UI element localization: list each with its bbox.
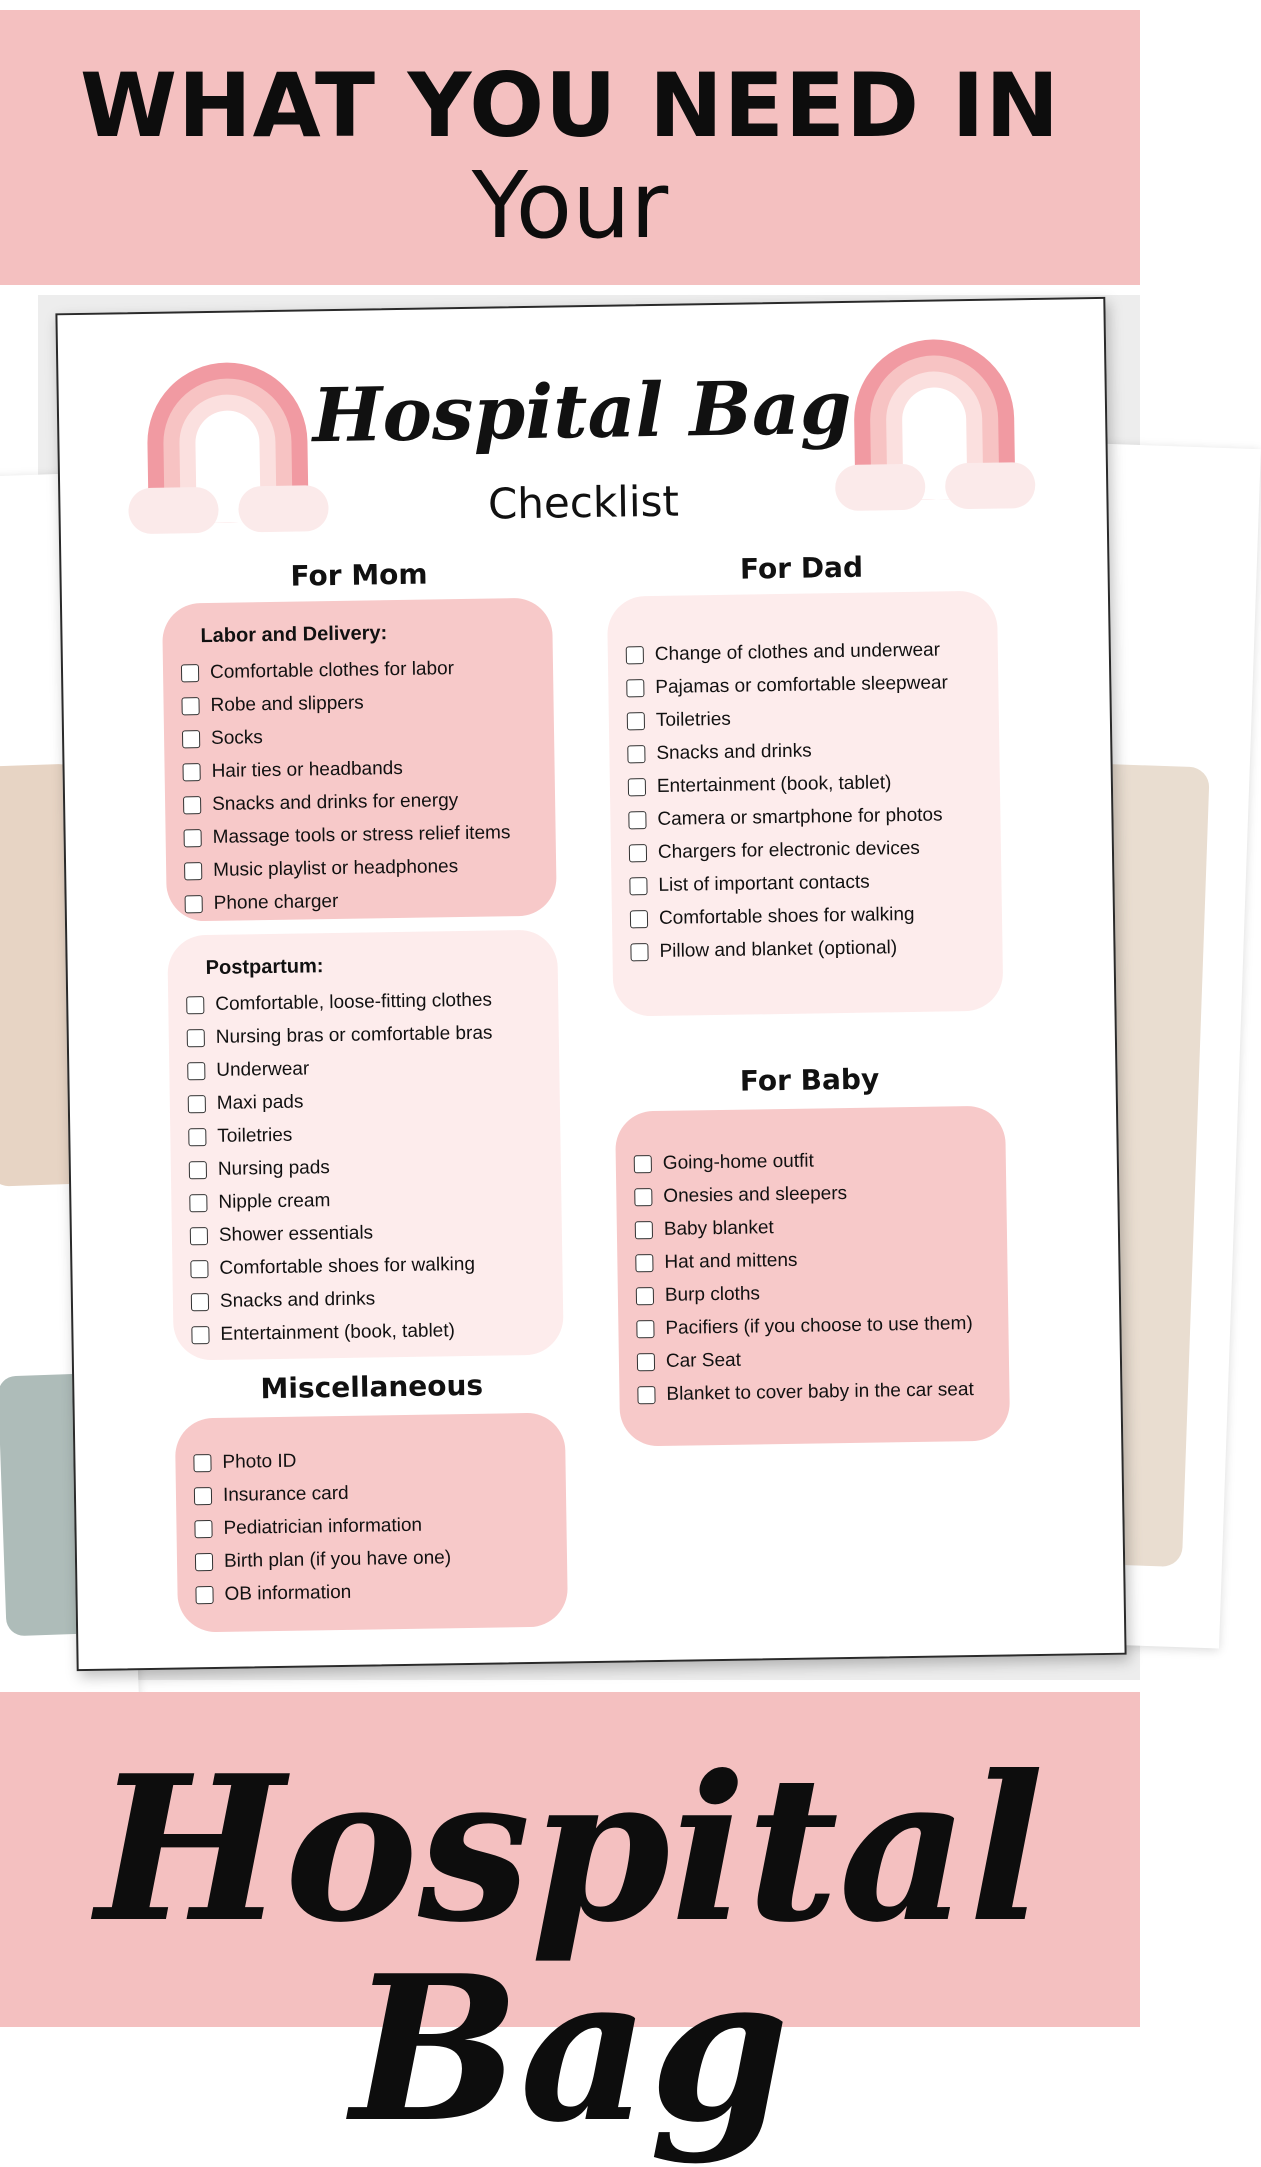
checkbox[interactable] <box>194 1487 212 1505</box>
dad-heading: For Dad <box>739 550 864 586</box>
checkbox[interactable] <box>195 1553 213 1571</box>
misc-heading: Miscellaneous <box>260 1368 484 1406</box>
item-label: Nipple cream <box>218 1189 331 1213</box>
item-label: Burp cloths <box>664 1282 761 1306</box>
item-label: Pajamas or comfortable sleepwear <box>655 671 949 698</box>
checkbox[interactable] <box>187 1062 205 1080</box>
item-label: Car Seat <box>665 1349 742 1372</box>
list-item <box>191 1312 563 1351</box>
checkbox[interactable] <box>195 1586 213 1604</box>
checkbox[interactable] <box>182 730 200 748</box>
checkbox[interactable] <box>636 1287 654 1305</box>
sheet-subtitle: Checklist <box>487 476 680 529</box>
item-label: Comfortable clothes for labor <box>209 657 455 683</box>
dad-card <box>607 591 1004 1017</box>
checkbox[interactable] <box>191 1326 209 1344</box>
item-label: Nursing pads <box>217 1156 330 1180</box>
checkbox[interactable] <box>637 1386 655 1404</box>
checkbox[interactable] <box>188 1128 206 1146</box>
postpartum-card <box>167 930 564 1361</box>
checkbox[interactable] <box>186 996 204 1014</box>
item-label: Comfortable, loose-fitting clothes <box>215 989 493 1015</box>
item-label: Robe and slippers <box>210 692 364 716</box>
postpartum-heading: Postpartum: <box>205 955 324 980</box>
baby-card <box>615 1106 1010 1447</box>
item-label: Entertainment (book, tablet) <box>656 771 892 797</box>
misc-list <box>193 1434 568 1611</box>
checkbox[interactable] <box>628 811 646 829</box>
checkbox[interactable] <box>635 1254 653 1272</box>
checkbox[interactable] <box>181 664 199 682</box>
item-label: Underwear <box>216 1057 310 1081</box>
item-label: Comfortable shoes for walking <box>658 903 915 929</box>
item-label: Hair ties or headbands <box>211 757 403 782</box>
item-label: Pediatrician information <box>223 1514 423 1539</box>
checkbox[interactable] <box>630 910 648 928</box>
checkbox[interactable] <box>629 844 647 862</box>
item-label: List of important contacts <box>658 871 870 896</box>
item-label: Nursing bras or comfortable bras <box>215 1022 493 1048</box>
item-label: Maxi pads <box>216 1091 304 1114</box>
bottom-banner <box>0 1692 1140 2167</box>
checkbox[interactable] <box>628 778 646 796</box>
labor-list <box>181 651 557 921</box>
top-banner <box>0 10 1140 285</box>
item-label: Pacifiers (if you choose to use them) <box>665 1312 973 1339</box>
checkbox[interactable] <box>187 1029 205 1047</box>
checkbox[interactable] <box>185 895 203 913</box>
misc-card <box>175 1412 568 1632</box>
item-label: Toiletries <box>655 708 732 731</box>
checkbox[interactable] <box>184 862 202 880</box>
dad-list <box>625 613 1002 969</box>
checkbox[interactable] <box>181 697 199 715</box>
checkbox[interactable] <box>635 1221 653 1239</box>
banner-headline: WHAT YOU NEED IN <box>79 54 1061 157</box>
item-label: Blanket to cover baby in the car seat <box>666 1378 974 1405</box>
item-label: Snacks and drinks <box>656 740 812 764</box>
item-label: Shower essentials <box>218 1221 374 1246</box>
item-label: Photo ID <box>222 1450 297 1473</box>
checkbox[interactable] <box>189 1161 207 1179</box>
checkbox[interactable] <box>634 1188 652 1206</box>
sheet-title: Hospital Bag <box>311 364 853 460</box>
checkbox[interactable] <box>193 1454 211 1472</box>
checkbox[interactable] <box>630 943 648 961</box>
item-label: Birth plan (if you have one) <box>223 1546 452 1572</box>
item-label: Toiletries <box>217 1124 293 1147</box>
checkbox[interactable] <box>627 745 645 763</box>
list-item <box>195 1572 567 1611</box>
list-item <box>637 1372 1009 1411</box>
item-label: Chargers for electronic devices <box>657 837 920 863</box>
item-label: Insurance card <box>222 1482 349 1506</box>
item-label: Baby blanket <box>663 1216 774 1240</box>
labor-heading: Labor and Delivery: <box>200 622 388 648</box>
item-label: Camera or smartphone for photos <box>657 803 943 830</box>
banner-subheadline: Your <box>471 152 669 259</box>
checklist-sheet <box>55 297 1126 1671</box>
postpartum-list <box>186 983 564 1352</box>
mom-heading: For Mom <box>290 557 428 593</box>
baby-heading: For Baby <box>739 1062 880 1098</box>
checkbox[interactable] <box>626 679 644 697</box>
checkbox[interactable] <box>188 1095 206 1113</box>
item-label: Massage tools or stress relief items <box>212 821 511 848</box>
checkbox[interactable] <box>184 829 202 847</box>
checkbox[interactable] <box>191 1293 209 1311</box>
checkbox[interactable] <box>183 796 201 814</box>
list-item <box>630 930 1002 969</box>
checkbox[interactable] <box>627 712 645 730</box>
checkbox[interactable] <box>190 1260 208 1278</box>
item-label: Entertainment (book, tablet) <box>220 1319 456 1345</box>
checkbox[interactable] <box>194 1520 212 1538</box>
item-label: Going-home outfit <box>662 1150 814 1174</box>
item-label: Onesies and sleepers <box>663 1182 848 1207</box>
item-label: Socks <box>210 726 263 749</box>
item-label: Phone charger <box>213 890 339 914</box>
item-label: OB information <box>224 1581 352 1605</box>
item-label: Music playlist or headphones <box>212 855 459 881</box>
checkbox[interactable] <box>634 1155 652 1173</box>
checkbox[interactable] <box>629 877 647 895</box>
item-label: Change of clothes and underwear <box>654 638 941 665</box>
checkbox[interactable] <box>637 1353 655 1371</box>
item-label: Snacks and drinks <box>219 1287 376 1312</box>
checkbox[interactable] <box>190 1227 208 1245</box>
checkbox[interactable] <box>626 646 644 664</box>
checklist-photo <box>38 295 1140 1680</box>
baby-list <box>633 1128 1009 1412</box>
item-label: Snacks and drinks for energy <box>211 789 459 815</box>
item-label: Hat and mittens <box>664 1249 798 1273</box>
list-item <box>184 882 556 921</box>
checkbox[interactable] <box>189 1194 207 1212</box>
item-label: Comfortable shoes for walking <box>219 1253 476 1279</box>
bottom-title: Hospital Bag <box>95 1732 1045 2167</box>
labor-card <box>162 598 557 922</box>
item-label: Pillow and blanket (optional) <box>659 936 898 962</box>
checkbox[interactable] <box>636 1320 654 1338</box>
checkbox[interactable] <box>182 763 200 781</box>
